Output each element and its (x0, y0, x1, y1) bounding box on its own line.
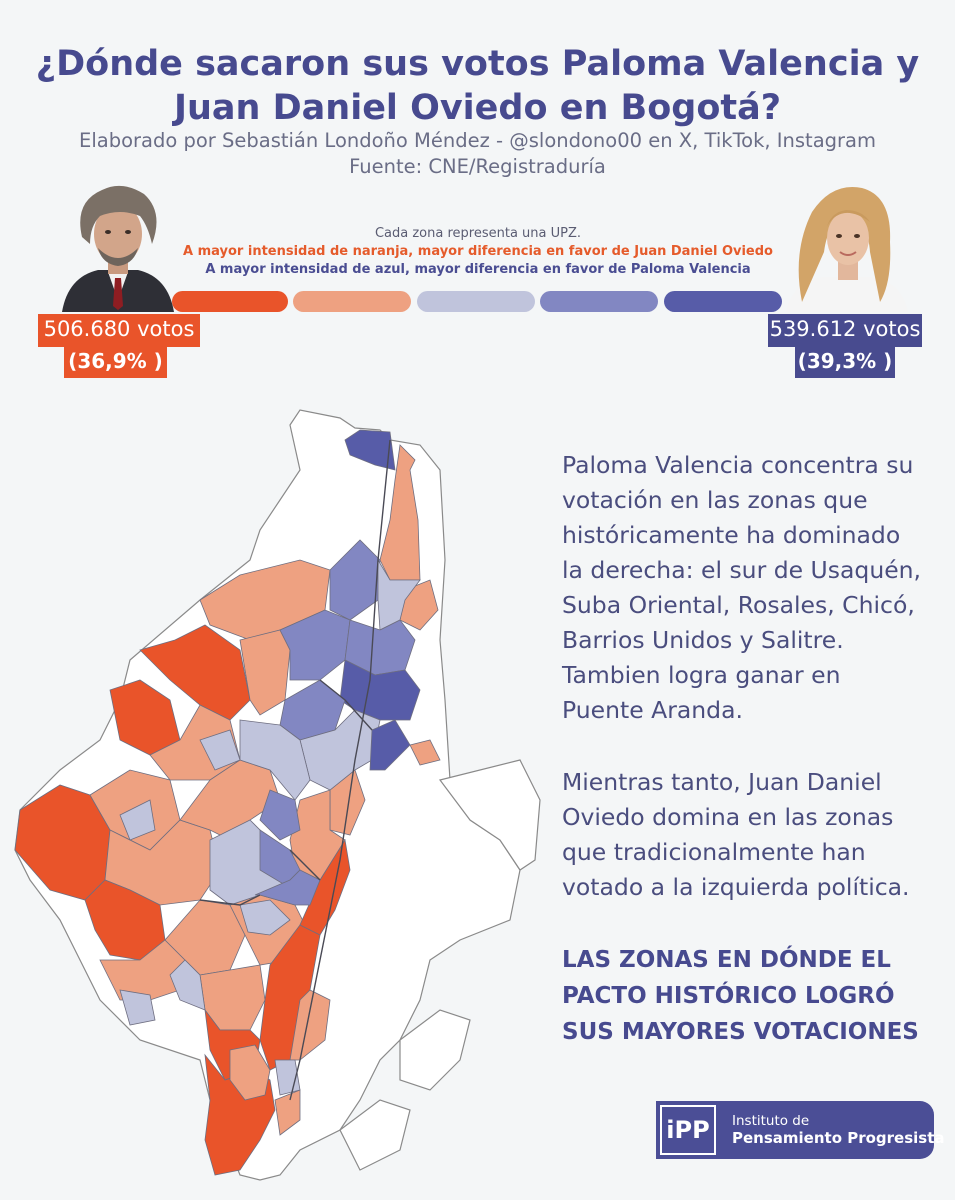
scale-bar-2 (293, 291, 411, 312)
ipp-logo-text (732, 1113, 945, 1147)
p1-line-7: Tambien logra ganar en (562, 661, 841, 689)
right-votes-box (768, 314, 922, 347)
title-line-1: ¿Dónde sacaron sus votos Paloma Valencia y (35, 44, 920, 84)
credit-text: Elaborado por Sebastián Londoño Méndez - @slondono00 en X, TikTok, Instagram (79, 129, 876, 152)
page-title (0, 42, 955, 130)
p1-line-1: Paloma Valencia concentra su (562, 451, 914, 479)
p1-line-5: Suba Oriental, Rosales, Chicó, (562, 591, 915, 619)
scale-bar-3 (417, 291, 535, 312)
p1-line-3: históricamente ha dominado (562, 521, 901, 549)
left-votes: 506.680 votos (43, 317, 195, 341)
p2-line-2: Oviedo domina en las zonas (562, 803, 894, 831)
right-votes: 539.612 votos (769, 317, 921, 341)
left-pct-box (64, 346, 167, 378)
bogota-upz-map (0, 400, 560, 1200)
scale-bar-1 (172, 291, 288, 312)
callout-text (562, 942, 923, 1050)
title-line-2: Juan Daniel Oviedo en Bogotá? (173, 88, 782, 128)
p1-line-2: votación en las zonas que (562, 486, 868, 514)
legend (150, 225, 806, 279)
right-pct-box (795, 346, 895, 378)
legend-line-1: Cada zona representa una UPZ. (374, 226, 582, 241)
right-pct: (39,3% ) (797, 349, 893, 373)
left-pct: (36,9% ) (68, 349, 163, 373)
legend-line-3: A mayor intensidad de azul, mayor diferencia en favor de Paloma Valencia (205, 262, 751, 277)
scale-bar-4 (540, 291, 658, 312)
p1-line-6: Barrios Unidos y Salitre. (562, 626, 844, 654)
legend-line-2: A mayor intensidad de naranja, mayor diferencia en favor de Juan Daniel Oviedo (183, 244, 773, 259)
p1-line-4: la derecha: el sur de Usaquén, (562, 556, 922, 584)
paragraph-valencia (562, 448, 923, 728)
callout-line-1: LAS ZONAS EN DÓNDE EL (562, 947, 891, 973)
paragraph-oviedo (562, 765, 923, 905)
candidate-right-photo (782, 182, 912, 312)
p1-line-8: Puente Aranda. (562, 696, 743, 724)
scale-bar-5 (664, 291, 782, 312)
logo-line-2: Pensamiento Progresista (732, 1129, 945, 1147)
ipp-logo-mark: iPP (660, 1105, 716, 1155)
p2-line-1: Mientras tanto, Juan Daniel (562, 768, 882, 796)
callout-line-2: PACTO HISTÓRICO LOGRÓ (562, 983, 895, 1009)
callout-line-3: SUS MAYORES VOTACIONES (562, 1019, 919, 1045)
left-votes-box (38, 314, 200, 347)
logo-line-1: Instituto de (732, 1113, 810, 1129)
p2-line-3: que tradicionalmente han (562, 838, 866, 866)
candidate-left-photo (60, 182, 175, 312)
subtitle (0, 128, 955, 180)
p2-line-4: votado a la izquierda política. (562, 873, 910, 901)
source-text: Fuente: CNE/Registraduría (349, 155, 606, 178)
